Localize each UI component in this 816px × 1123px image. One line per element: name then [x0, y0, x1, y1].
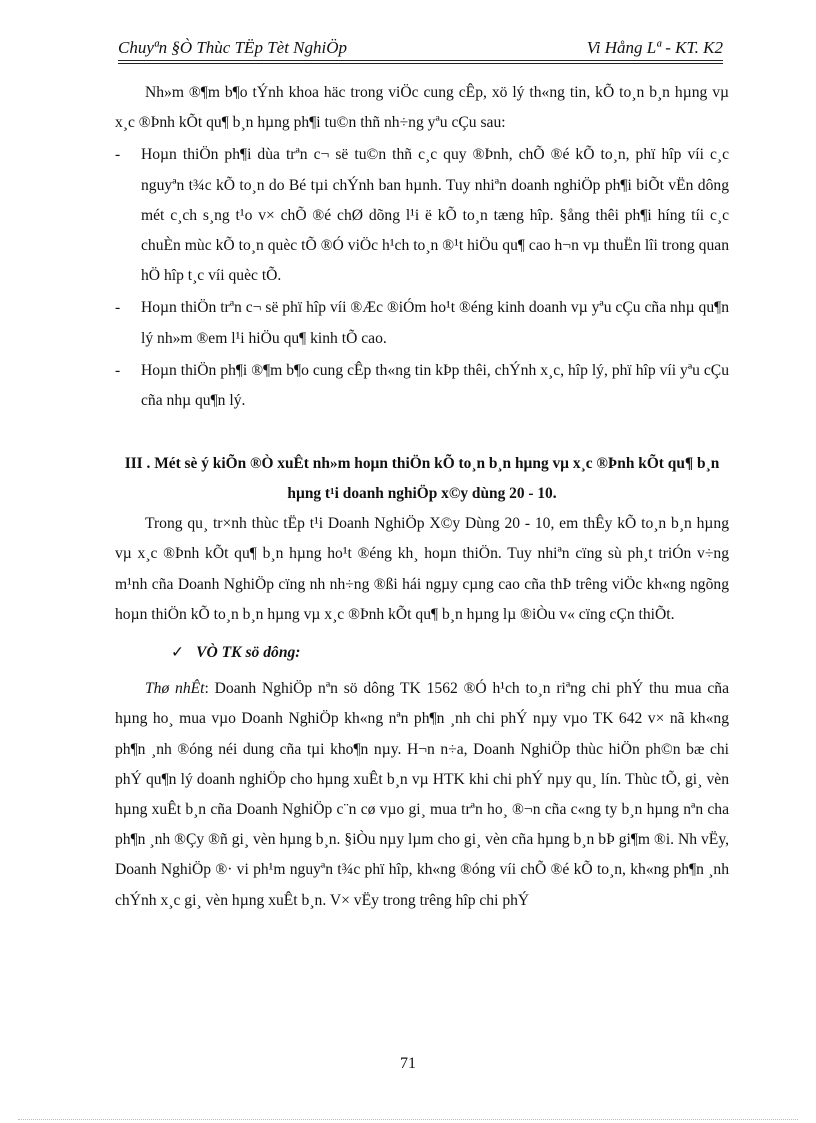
header-rule-double: [118, 63, 723, 64]
page-number: 71: [400, 1055, 416, 1072]
header-rule: [118, 60, 723, 61]
list-item: [115, 293, 729, 353]
first-point-paragraph: [115, 674, 729, 916]
section-paragraph: Trong qu¸ tr×nh thùc tËp t¹i Doanh NghiÖp X©y Dùng 20 - 10, em thÊy kÕ to¸n b¸n hµng vµ x¸c ®Þnh kÕt qu¶ b¸n hµng ho¹t ®éng kh¸ hoµn thiÖn. Tuy nhiªn cïng sù ph¸t triÓn v÷ng m¹nh cña Doanh NghiÖp cïng nh nh÷ng ®ßi hái ngµy cµng cao cña thÞ trêng viÖc kh«ng ngõng hoµn thiÖn kÕ to¸n b¸n hµng vµ x¸c ®Þnh kÕt qu¶ b¸n hµng lµ ®iÒu v« cïng cÇn thiÕt.: [115, 515, 729, 623]
list-item-text: Hoµn thiÖn trªn c¬ së phï hîp víi ®Æc ®iÓm ho¹t ®éng kinh doanh vµ yªu cÇu cña nhµ qu¶n lý nh»m ®em l¹i hiÖu qu¶ kinh tÕ cao.: [141, 299, 729, 347]
list-item: [115, 356, 729, 416]
checkmark-icon: ✓: [171, 644, 185, 662]
first-point-label: Thø nhÊt: [145, 680, 205, 698]
bullet-dash: -: [115, 299, 121, 317]
header-author: Vi Hång Lª - KT. K2: [586, 38, 723, 57]
page-body: [115, 78, 729, 916]
bullet-dash: -: [115, 361, 121, 379]
list-item: [115, 140, 729, 291]
list-item-text: Hoµn thiÖn ph¶i dùa trªn c¬ së tu©n thñ c¸c quy ®Þnh, chÕ ®é kÕ to¸n, phï hîp víi c¸c nguyªn t¾c kÕ to¸n do Bé tµi chÝnh ban hµnh. Tuy nhiªn doanh nghiÖp ph¶i biÕt vËn dông mét c¸ch s¸ng t¹o v× chÕ ®é chØ dõng l¹i ë kÕ to¸n tæng hîp. §ång thêi ph¶i híng tíi c¸c chuÈn mùc kÕ to¸n quèc tÕ ®Ó viÖc h¹ch to¸n ®¹t hiÖu qu¶ cao h¬n vµ thuËn lîi trong quan hÖ hîp t¸c víi quèc tÕ.: [141, 146, 729, 285]
page-bottom-border: [18, 1119, 798, 1120]
section-heading: III . Mét sè ý kiÕn ®Ò xuÊt nh»m hoµn thiÖn kÕ to¸n b¸n hµng vµ x¸c ®Þnh kÕt qu¶ b¸n hµng t¹i doanh nghiÖp x©y dùng 20 - 10.: [124, 455, 720, 503]
sub-heading-text: VÒ TK sö dông:: [196, 644, 301, 662]
header-title: Chuyªn §Ò Thùc TËp Tèt NghiÖp: [118, 38, 348, 57]
running-header: [118, 38, 723, 62]
intro-paragraph: Nh»m ®¶m b¶o tÝnh khoa häc trong viÖc cung cÊp, xö lý th«ng tin, kÕ to¸n b¸n hµng vµ x¸c ®Þnh kÕt qu¶ b¸n hµng ph¶i tu©n thñ nh÷ng yªu cÇu sau:: [115, 84, 729, 132]
bullet-dash: -: [115, 146, 121, 164]
first-point-text: : Doanh NghiÖp nªn sö dông TK 1562 ®Ó h¹ch to¸n riªng chi phÝ thu mua cña hµng ho¸ mua vµo Doanh NghiÖp kh«ng nªn ph¶n ¸nh chi phÝ nµy vµo TK 642 v× nã kh«ng ph¶n ¸nh ®óng néi dung cña tµi kho¶n nµy. H¬n n÷a, Doanh NghiÖp thùc hiÖn ph©n bæ chi phÝ qu¶n lý doanh nghiÖp cho hµng xuÊt b¸n vµ HTK khi chi phÝ nµy qu¸ lín. Thùc tÕ, gi¸ vèn hµng xuÊt b¸n cña Doanh NghiÖp c¨n cø vµo gi¸ mua trªn ho¸ ®¬n cña c«ng ty b¸n hµng nªn cha ph¶n ¸nh ®Çy ®ñ gi¸ vèn hµng b¸n. §iÒu nµy lµm cho gi¸ vèn cña hµng b¸n bÞ gi¶m ®i. Nh vËy, Doanh NghiÖp ®· vi ph¹m nguyªn t¾c phï hîp, kh«ng ®óng víi chÕ ®é kÕ to¸n, kh«ng ph¶n ¸nh chÝnh x¸c gi¸ vèn hµng xuÊt b¸n. V× vËy trong trêng hîp chi phÝ: [115, 680, 730, 909]
list-item-text: Hoµn thiÖn ph¶i ®¶m b¶o cung cÊp th«ng tin kÞp thêi, chÝnh x¸c, hîp lý, phï hîp víi yªu cÇu cña nhµ qu¶n lý.: [141, 361, 729, 410]
sub-heading: [115, 638, 729, 668]
